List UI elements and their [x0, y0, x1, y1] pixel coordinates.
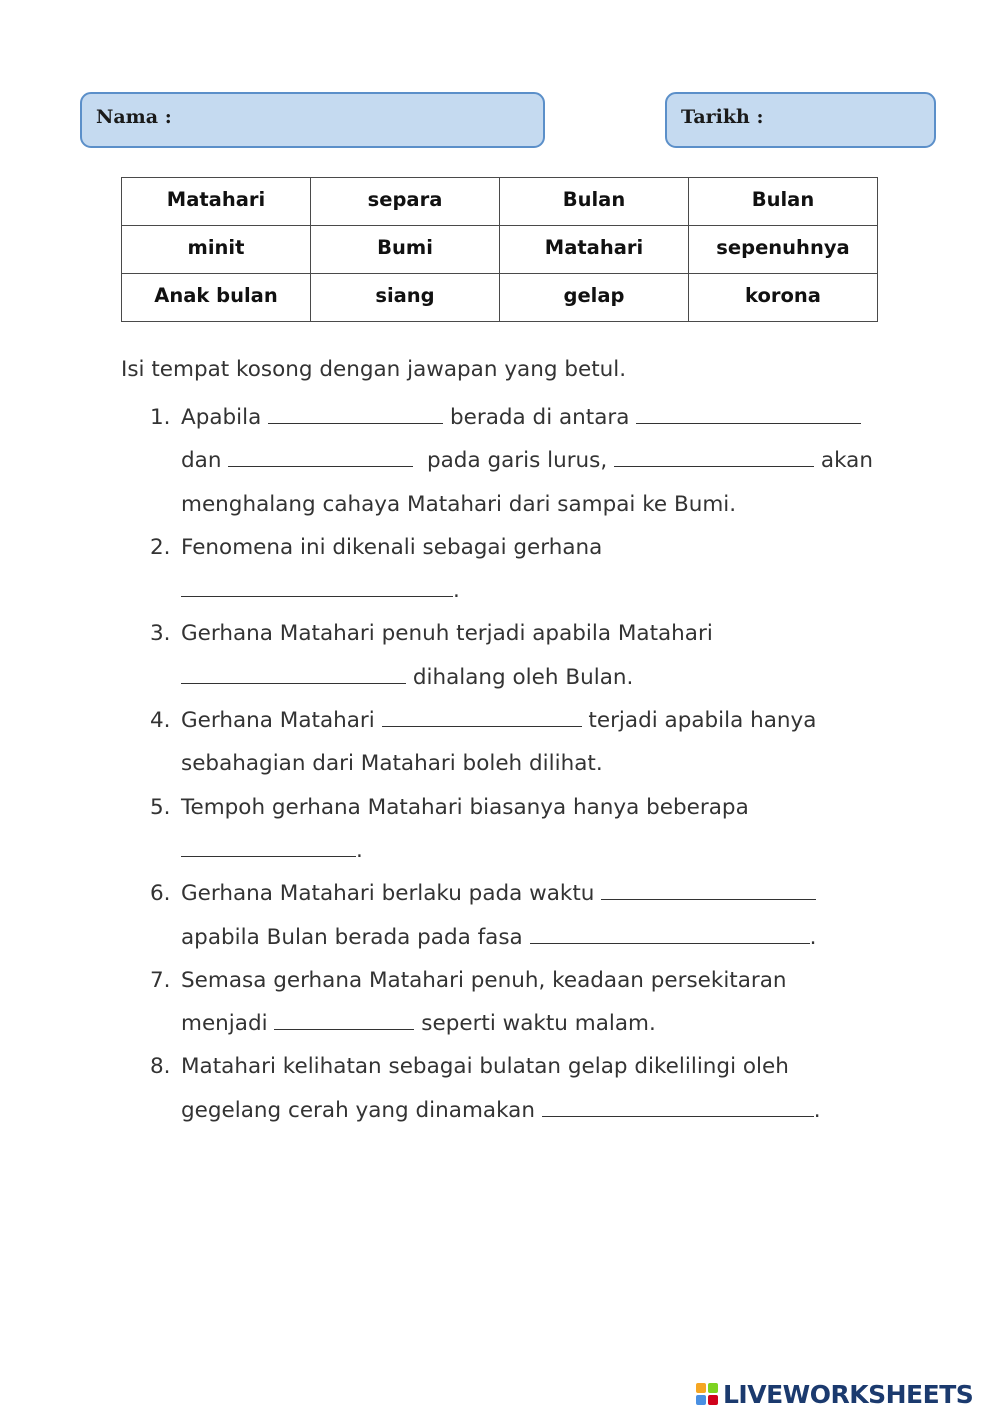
question-text: terjadi apabila hanya — [588, 708, 817, 734]
liveworksheets-logo — [696, 1378, 973, 1410]
question-number: 1. — [150, 405, 171, 430]
question-text: menghalang cahaya Matahari dari sampai ke Bumi. — [181, 491, 737, 517]
question-number: 2. — [150, 534, 171, 560]
question-number: 4. — [150, 708, 171, 734]
logo-block — [696, 1383, 706, 1393]
instruction-text: Isi tempat kosong dengan jawapan yang betul. — [121, 357, 627, 382]
answer-blank[interactable] — [542, 1093, 814, 1117]
word-bank-cell: korona — [689, 274, 878, 322]
answer-blank[interactable] — [268, 400, 443, 424]
name-label: Nama : — [96, 106, 172, 128]
answer-blank[interactable] — [228, 443, 413, 467]
question-text: Gerhana Matahari — [181, 708, 375, 734]
question-number: 8. — [150, 1054, 171, 1080]
question-number: 3. — [150, 621, 171, 647]
question-5 — [150, 786, 910, 873]
question-text: Tempoh gerhana Matahari biasanya hanya beberapa — [181, 794, 749, 820]
word-bank-cell: Matahari — [122, 178, 311, 226]
logo-block — [708, 1395, 718, 1405]
question-7 — [150, 959, 910, 1046]
word-bank-row — [122, 226, 878, 274]
question-number: 5. — [150, 794, 171, 820]
question-text: menjadi — [181, 1011, 268, 1037]
question-text: apabila Bulan berada pada fasa — [181, 924, 523, 950]
answer-blank[interactable] — [614, 443, 814, 467]
word-bank-cell: sepenuhnya — [689, 226, 878, 274]
question-text: . — [813, 1097, 821, 1123]
question-text: Gerhana Matahari berlaku pada waktu — [181, 881, 595, 907]
word-bank-table — [121, 177, 878, 322]
question-number: 7. — [150, 967, 171, 993]
word-bank-cell: minit — [122, 226, 311, 274]
date-input[interactable] — [787, 102, 931, 140]
question-list — [150, 396, 910, 1132]
word-bank-row — [122, 274, 878, 322]
question-text: dihalang oleh Bulan. — [412, 664, 634, 690]
date-label: Tarikh : — [681, 106, 764, 128]
question-4 — [150, 699, 910, 786]
answer-blank[interactable] — [181, 573, 453, 597]
name-input[interactable] — [192, 102, 536, 140]
question-text: Semasa gerhana Matahari penuh, keadaan persekitaran — [181, 967, 787, 993]
question-text: Gerhana Matahari penuh terjadi apabila Matahari — [181, 621, 713, 647]
question-text: berada di antara — [450, 405, 630, 430]
word-bank-cell: gelap — [500, 274, 689, 322]
logo-blocks-icon — [696, 1383, 718, 1405]
question-text: seperti waktu malam. — [421, 1011, 656, 1037]
question-6 — [150, 872, 910, 959]
question-text: dan — [181, 448, 222, 474]
question-1 — [150, 396, 910, 526]
question-text: Matahari kelihatan sebagai bulatan gelap dikelilingi oleh — [181, 1054, 789, 1080]
question-text: pada garis lurus, — [426, 448, 608, 474]
question-number: 6. — [150, 881, 171, 907]
word-bank-cell: Bumi — [311, 226, 500, 274]
name-field-box — [80, 92, 545, 148]
answer-blank[interactable] — [181, 660, 406, 684]
answer-blank[interactable] — [382, 703, 582, 727]
word-bank-cell: Bulan — [689, 178, 878, 226]
question-2 — [150, 526, 910, 613]
question-text: sebahagian dari Matahari boleh dilihat. — [181, 751, 603, 777]
answer-blank[interactable] — [274, 1006, 414, 1030]
question-text: . — [809, 924, 817, 950]
word-bank-cell: siang — [311, 274, 500, 322]
logo-text: LIVEWORKSHEETS — [723, 1379, 974, 1409]
question-text: akan — [820, 448, 873, 474]
date-field-box — [665, 92, 936, 148]
question-text: . — [356, 837, 363, 863]
question-text: Apabila — [181, 405, 262, 430]
word-bank-row — [122, 178, 878, 226]
word-bank-cell: separa — [311, 178, 500, 226]
answer-blank[interactable] — [636, 400, 861, 424]
question-3 — [150, 612, 910, 699]
answer-blank[interactable] — [530, 920, 810, 944]
question-text: Fenomena ini dikenali sebagai gerhana — [181, 534, 603, 560]
word-bank-cell: Bulan — [500, 178, 689, 226]
word-bank-cell: Anak bulan — [122, 274, 311, 322]
logo-block — [696, 1395, 706, 1405]
question-8 — [150, 1045, 910, 1132]
answer-blank[interactable] — [181, 833, 356, 857]
word-bank-cell: Matahari — [500, 226, 689, 274]
question-text: gegelang cerah yang dinamakan — [181, 1097, 535, 1123]
question-text: . — [453, 578, 460, 604]
logo-block — [708, 1383, 718, 1393]
answer-blank[interactable] — [601, 876, 816, 900]
